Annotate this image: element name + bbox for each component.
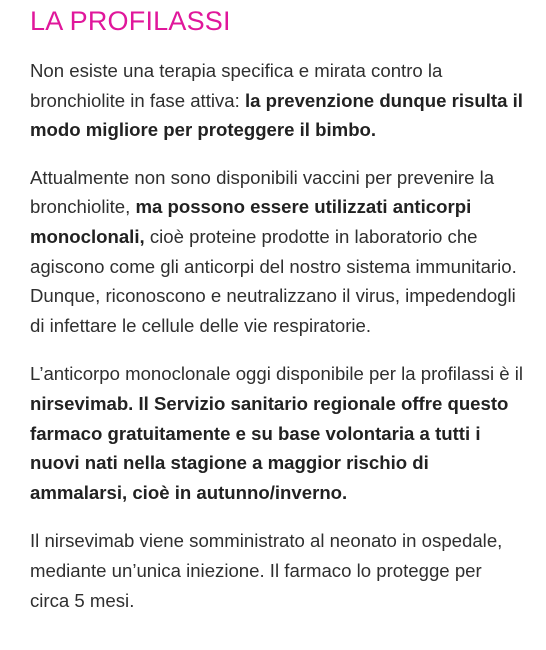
paragraph-3-bold-1: nirsevimab. Il Servizio sanitario regionale offre questo farmaco gratuitamente e su base volontaria a tutti i nuovi nati nella stagione a maggior rischio di ammalarsi, cioè in autunno/inverno. [30,392,509,503]
paragraph-3 [30,359,526,507]
paragraph-4 [30,526,526,615]
paragraph-2-text-2: cioè proteine prodotte in laboratorio che agiscono come gli anticorpi del nostro sistema immunitario. Dunque, riconoscono e neutralizzano il virus, impedendogli di infettare le cellule delle vie respiratorie. [30,225,517,336]
paragraph-1 [30,56,526,145]
paragraph-1-text-1: Non esiste una terapia specifica e mirata contro la bronchiolite in fase attiva: [30,60,443,111]
paragraph-2 [30,163,526,341]
paragraph-4-text-1: Il nirsevimab viene somministrato al neonato in ospedale, mediante un’unica iniezione. Il farmaco lo protegge per circa 5 mesi. [30,530,503,611]
section-title: LA PROFILASSI [30,6,231,36]
paragraph-2-text-1: Attualmente non sono disponibili vaccini per prevenire la bronchiolite, [30,166,495,218]
paragraph-3-text-1: L’anticorpo monoclonale oggi disponibile per la profilassi è il [30,363,524,385]
paragraph-1-bold-1: la prevenzione dunque risulta il modo migliore per proteggere il bimbo. [30,89,523,141]
paragraph-2-bold-1: ma possono essere utilizzati anticorpi monoclonali, [30,196,472,247]
